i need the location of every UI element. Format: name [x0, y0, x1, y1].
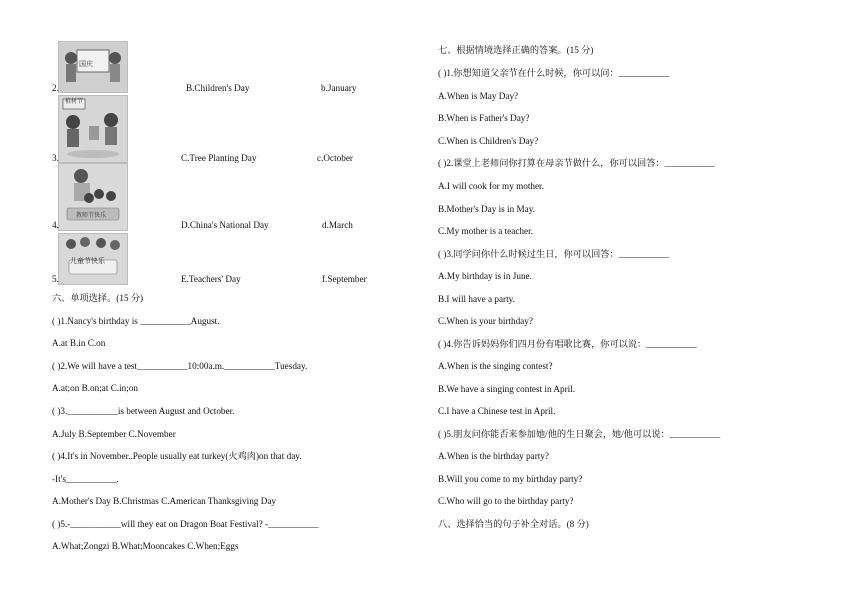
match-number: 3. [52, 153, 59, 163]
option-line: A.I will cook for my mother. [438, 181, 544, 191]
section-8-title: 八、选择恰当的句子补全对话。(8 分) [438, 519, 589, 529]
option-line: A.When is the birthday party? [438, 451, 549, 461]
match-holiday: C.Tree Planting Day [181, 153, 257, 163]
picture-caption: 国庆 [79, 60, 93, 68]
option-line: C.When is your birthday? [438, 316, 533, 326]
match-holiday: D.China's National Day [181, 220, 269, 230]
match-month: d.March [322, 220, 353, 230]
option-line: B.When is Father's Day? [438, 113, 530, 123]
options-line: A.What;Zongzi B.What;Mooncakes C.When;Eggs [52, 541, 239, 551]
question-line: ( )3.同学问你什么时候过生日，你可以回答：___________ [438, 249, 670, 259]
options-line: A.Mother's Day B.Christmas C.American Thanksgiving Day [52, 496, 276, 506]
match-holiday: B.Children's Day [186, 83, 250, 93]
question-line: ( )4.It's in November..People usually eat turkey(火鸡肉)on that day. [52, 451, 302, 461]
option-line: A.When is May Day? [438, 91, 519, 101]
option-line: C.I have a Chinese test in April. [438, 406, 556, 416]
question-line: ( )5.-___________will they eat on Dragon Boat Festival? -___________ [52, 519, 319, 529]
options-line: A.July B.September C.November [52, 429, 176, 439]
match-number: 5. [52, 274, 59, 284]
question-line: ( )5.朋友问你能否来参加她/他的生日聚会，她/他可以说：___________ [438, 429, 721, 439]
question-line: ( )4.你告诉妈妈你们四月份有唱歌比赛，你可以说：___________ [438, 339, 697, 349]
question-line: ( )2.课堂上老师问你打算在母亲节做什么，你可以回答：___________ [438, 158, 716, 168]
match-month: c.October [317, 153, 353, 163]
option-line: B.Mother's Day is in May. [438, 204, 536, 214]
match-number: 4. [52, 220, 59, 230]
question-line: -It's___________. [52, 474, 119, 484]
section-6-title: 六、单项选择。(15 分) [52, 293, 144, 303]
question-line: ( )1.Nancy's birthday is ___________August. [52, 316, 220, 326]
question-line: ( )3.___________is between August and October. [52, 406, 235, 416]
match-month: f.September [322, 274, 367, 284]
section-7-title: 七、根据情境选择正确的答案。(15 分) [438, 45, 594, 55]
national-day-picture [58, 41, 128, 93]
picture-caption: 植树节 [65, 99, 84, 105]
option-line: B.Will you come to my birthday party? [438, 474, 583, 484]
match-number: 2. [52, 83, 59, 93]
option-line: C.My mother is a teacher. [438, 226, 533, 236]
question-line: ( )1.你想知道父亲节在什么时候，你可以问：___________ [438, 68, 670, 78]
match-month: b.January [321, 83, 357, 93]
option-line: B.I will have a party. [438, 294, 515, 304]
national-day-picture-icon [59, 42, 127, 92]
option-line: A.When is the singing contest? [438, 361, 553, 371]
option-line: C.Who will go to the birthday party? [438, 496, 574, 506]
options-line: A.at;on B.on;at C.in;on [52, 383, 139, 393]
question-line: ( )2.We will have a test___________10:00a.m.___________Tuesday. [52, 361, 308, 371]
option-line: B.We have a singing contest in April. [438, 384, 576, 394]
option-line: A.My birthday is in June. [438, 271, 532, 281]
option-line: C.When is Children's Day? [438, 136, 539, 146]
match-holiday: E.Teachers' Day [181, 274, 241, 284]
picture-caption: 儿童节快乐 [70, 257, 105, 265]
picture-caption: 教师节快乐 [76, 213, 107, 219]
options-line: A.at B.in C.on [52, 338, 106, 348]
